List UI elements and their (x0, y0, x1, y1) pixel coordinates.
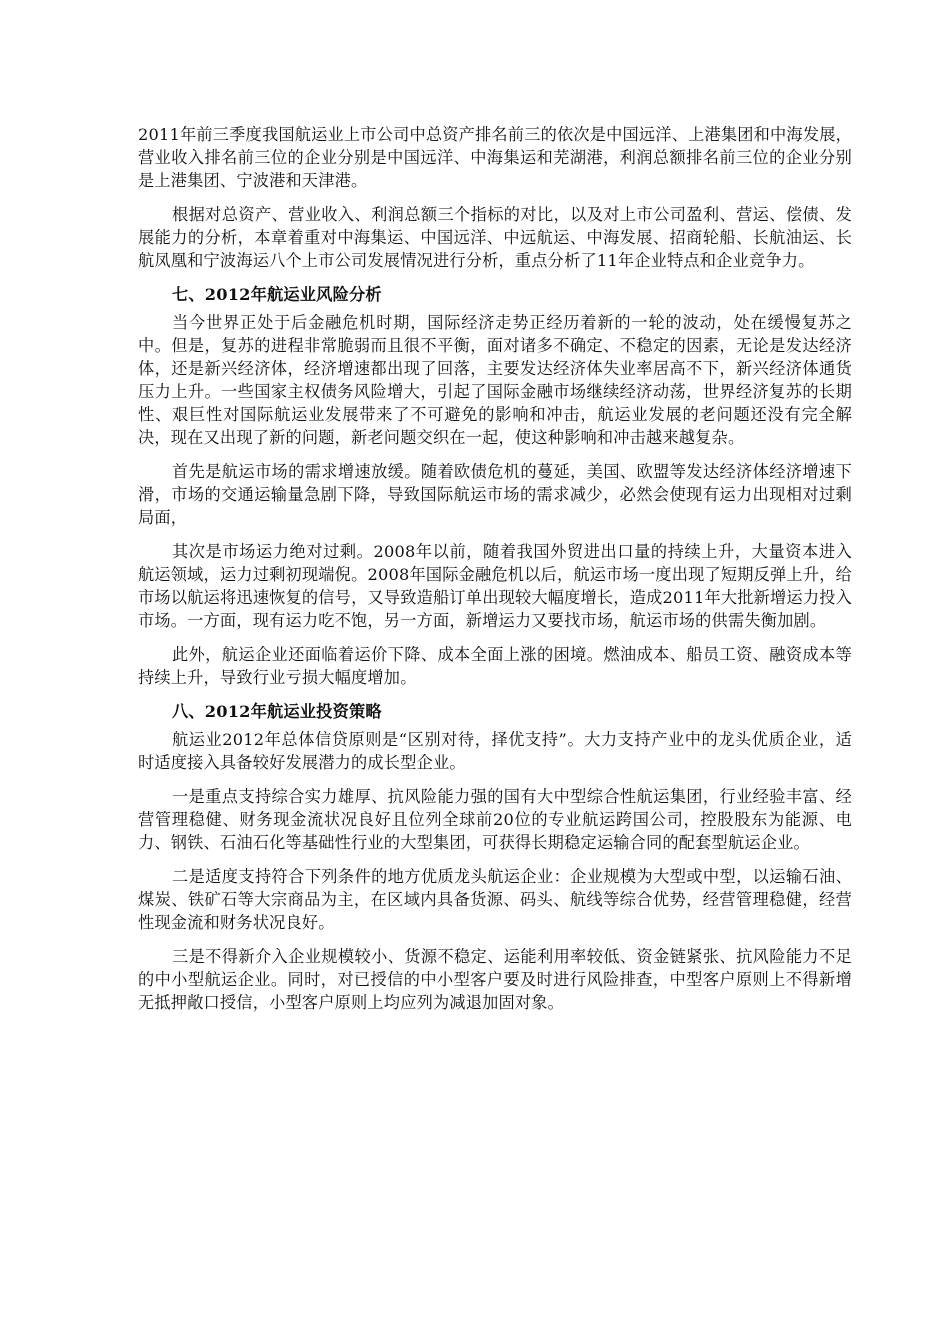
paragraph-analysis-scope: 根据对总资产、营业收入、利润总额三个指标的对比，以及对上市公司盈利、营运、偿债、发展能力的分析，本章着重对中海集运、中国远洋、中远航运、中海发展、招商轮船、长航油运、长航凤凰和宁波海运八个上市公司发展情况进行分析，重点分析了11年企业特点和企业竞争力。 (138, 205, 852, 270)
paragraph-restrictions: 三是不得新介入企业规模较小、货源不稳定、运能利用率较低、资金链紧张、抗风险能力不足的中小型航运企业。同时，对已授信的中小型客户要及时进行风险排查，中型客户原则上不得新增无抵押敞口授信，小型客户原则上均应列为减退加固对象。 (138, 947, 852, 1012)
section-heading-investment-strategy: 八、2012年航运业投资策略 (172, 702, 382, 721)
paragraph-capacity-surplus: 其次是市场运力绝对过剩。2008年以前，随着我国外贸进出口量的持续上升，大量资本进入航运领域，运力过剩初现端倪。2008年国际金融危机以后，航运市场一度出现了短期反弹上升，给市场以航运将迅速恢复的信号，又导致造船订单出现较大幅度增长，造成2011年大批新增运力投入市场。一方面，现有运力吃不饱，另一方面，新增运力又要找市场，航运市场的供需失衡加剧。 (138, 542, 852, 630)
paragraph-global-economy: 当今世界正处于后金融危机时期，国际经济走势正经历着新的一轮的波动，处在缓慢复苏之中。但是，复苏的进程非常脆弱而且很不平衡，面对诸多不确定、不稳定的因素，无论是发达经济体，还是新兴经济体，经济增速都出现了回落，主要发达经济体失业率居高不下，新兴经济体通货压力上升。一些国家主权债务风险增大，引起了国际金融市场继续经济动荡，世界经济复苏的长期性、艰巨性对国际航运业发展带来了不可避免的影响和冲击，航运业发展的老问题还没有完全解决，现在又出现了新的问题，新老问题交织在一起，使这种影响和冲击越来越复杂。 (138, 313, 852, 447)
paragraph-demand-slowdown: 首先是航运市场的需求增速放缓。随着欧债危机的蔓延，美国、欧盟等发达经济体经济增速下滑，市场的交通运输量急剧下降，导致国际航运市场的需求减少，必然会使现有运力出现相对过剩局面， (138, 462, 852, 527)
paragraph-cost-pressure: 此外，航运企业还面临着运价下降、成本全面上涨的困境。燃油成本、船员工资、融资成本等持续上升，导致行业亏损大幅度增加。 (138, 645, 852, 687)
document-page (138, 123, 852, 1025)
paragraph-moderate-support: 二是适度支持符合下列条件的地方优质龙头航运企业：企业规模为大型或中型，以运输石油、煤炭、铁矿石等大宗商品为主，在区域内具备货源、码头、航线等综合优势，经营管理稳健，经营性现金流和财务状况良好。 (138, 867, 852, 932)
paragraph-asset-ranking: 2011年前三季度我国航运业上市公司中总资产排名前三的依次是中国远洋、上港集团和中海发展，营业收入排名前三位的企业分别是中国远洋、中海集运和芜湖港，利润总额排名前三位的企业分别是上港集团、宁波港和天津港。 (138, 125, 852, 190)
section-heading-risk-analysis: 七、2012年航运业风险分析 (172, 285, 382, 304)
paragraph-key-support: 一是重点支持综合实力雄厚、抗风险能力强的国有大中型综合性航运集团，行业经验丰富、经营管理稳健、财务现金流状况良好且位列全球前20位的专业航运跨国公司，控股股东为能源、电力、钢铁、石油石化等基础性行业的大型集团，可获得长期稳定运输合同的配套型航运企业。 (138, 787, 852, 852)
paragraph-credit-principle: 航运业2012年总体信贷原则是“区别对待，择优支持”。大力支持产业中的龙头优质企业，适时适度接入具备较好发展潜力的成长型企业。 (138, 730, 852, 772)
